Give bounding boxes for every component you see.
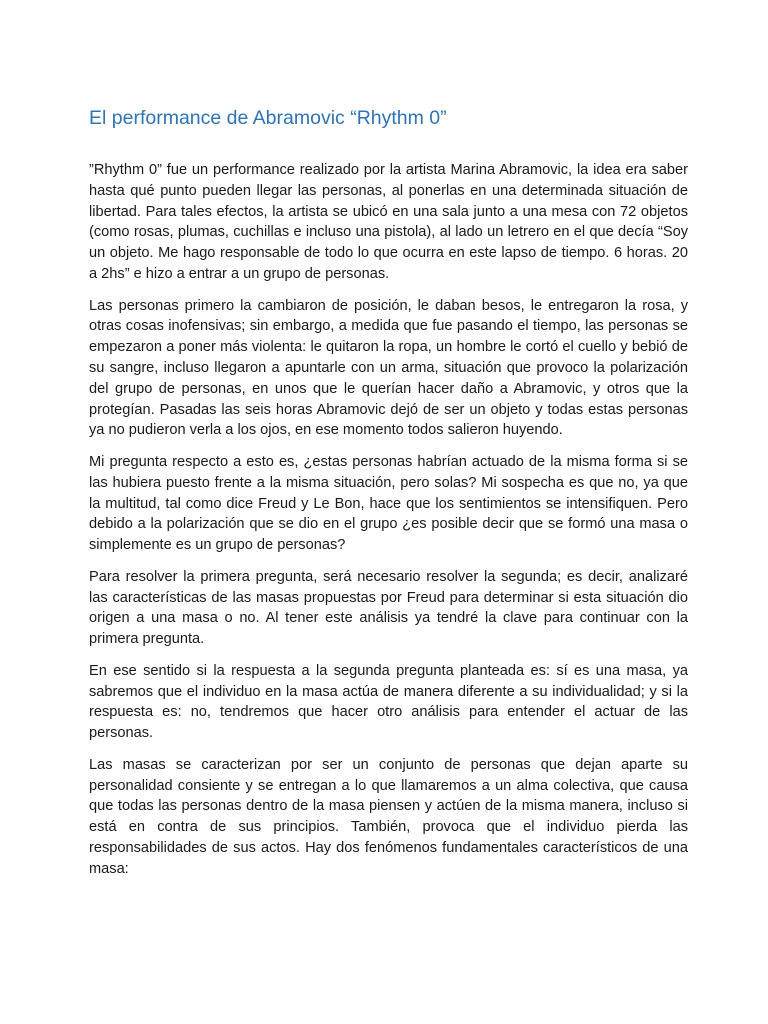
- paragraph-3: Mi pregunta respecto a esto es, ¿estas personas habrían actuado de la misma forma si se las hubiera puesto frente a la misma situación, pero solas? Mi sospecha es que no, ya que la multitud, tal como dice Freud y Le Bon, hace que los sentimientos se intensifiquen. Pero debido a la polarización que se dio en el grupo ¿es posible decir que se formó una masa o simplemente es un grupo de personas?: [89, 453, 688, 554]
- paragraph-2: Las personas primero la cambiaron de posición, le daban besos, le entregaron la rosa, y otras cosas inofensivas; sin embargo, a medida que fue pasando el tiempo, las personas se empezaron a poner más violenta: le quitaron la ropa, un hombre le cortó el cuello y bebió de su sangre, incluso llegaron a apuntarle con un arma, situación que provoco la polarización del grupo de personas, en unos que le querían hacer daño a Abramovic, y otros que la protegían. Pasadas las seis horas Abramovic dejó de ser un objeto y todas estas personas ya no pudieron verla a los ojos, en ese momento todos salieron huyendo.: [89, 297, 688, 439]
- document-body: [89, 104, 688, 890]
- paragraph-5: En ese sentido si la respuesta a la segunda pregunta planteada es: sí es una masa, ya sabremos que el individuo en la masa actúa de manera diferente a su individualidad; y si la respuesta es: no, tendremos que hacer otro análisis para entender el actuar de las personas.: [89, 662, 688, 742]
- paragraph-6: Las masas se caracterizan por ser un conjunto de personas que dejan aparte su personalidad consiente y se entregan a lo que llamaremos a un alma colectiva, que causa que todas las personas dentro de la masa piensen y actúen de la misma manera, incluso si está en contra de sus principios. También, provoca que el individuo pierda las responsabilidades de sus actos. Hay dos fenómenos fundamentales característicos de una masa:: [89, 756, 688, 877]
- document-title: El performance de Abramovic “Rhythm 0”: [89, 107, 447, 129]
- paragraph-4: Para resolver la primera pregunta, será necesario resolver la segunda; es decir, analizaré las características de las masas propuestas por Freud para determinar si esta situación dio origen a una masa o no. Al tener este análisis ya tendré la clave para continuar con la primera pregunta.: [89, 568, 688, 648]
- paragraph-1: ”Rhythm 0” fue un performance realizado por la artista Marina Abramovic, la idea era saber hasta qué punto pueden llegar las personas, al ponerlas en una determinada situación de libertad. Para tales efectos, la artista se ubicó en una sala junto a una mesa con 72 objetos (como rosas, plumas, cuchillas e incluso una pistola), al lado un letrero en el que decía “Soy un objeto. Me hago responsable de todo lo que ocurra en este lapso de tiempo. 6 horas. 20 a 2hs” e hizo a entrar a un grupo de personas.: [89, 162, 688, 282]
